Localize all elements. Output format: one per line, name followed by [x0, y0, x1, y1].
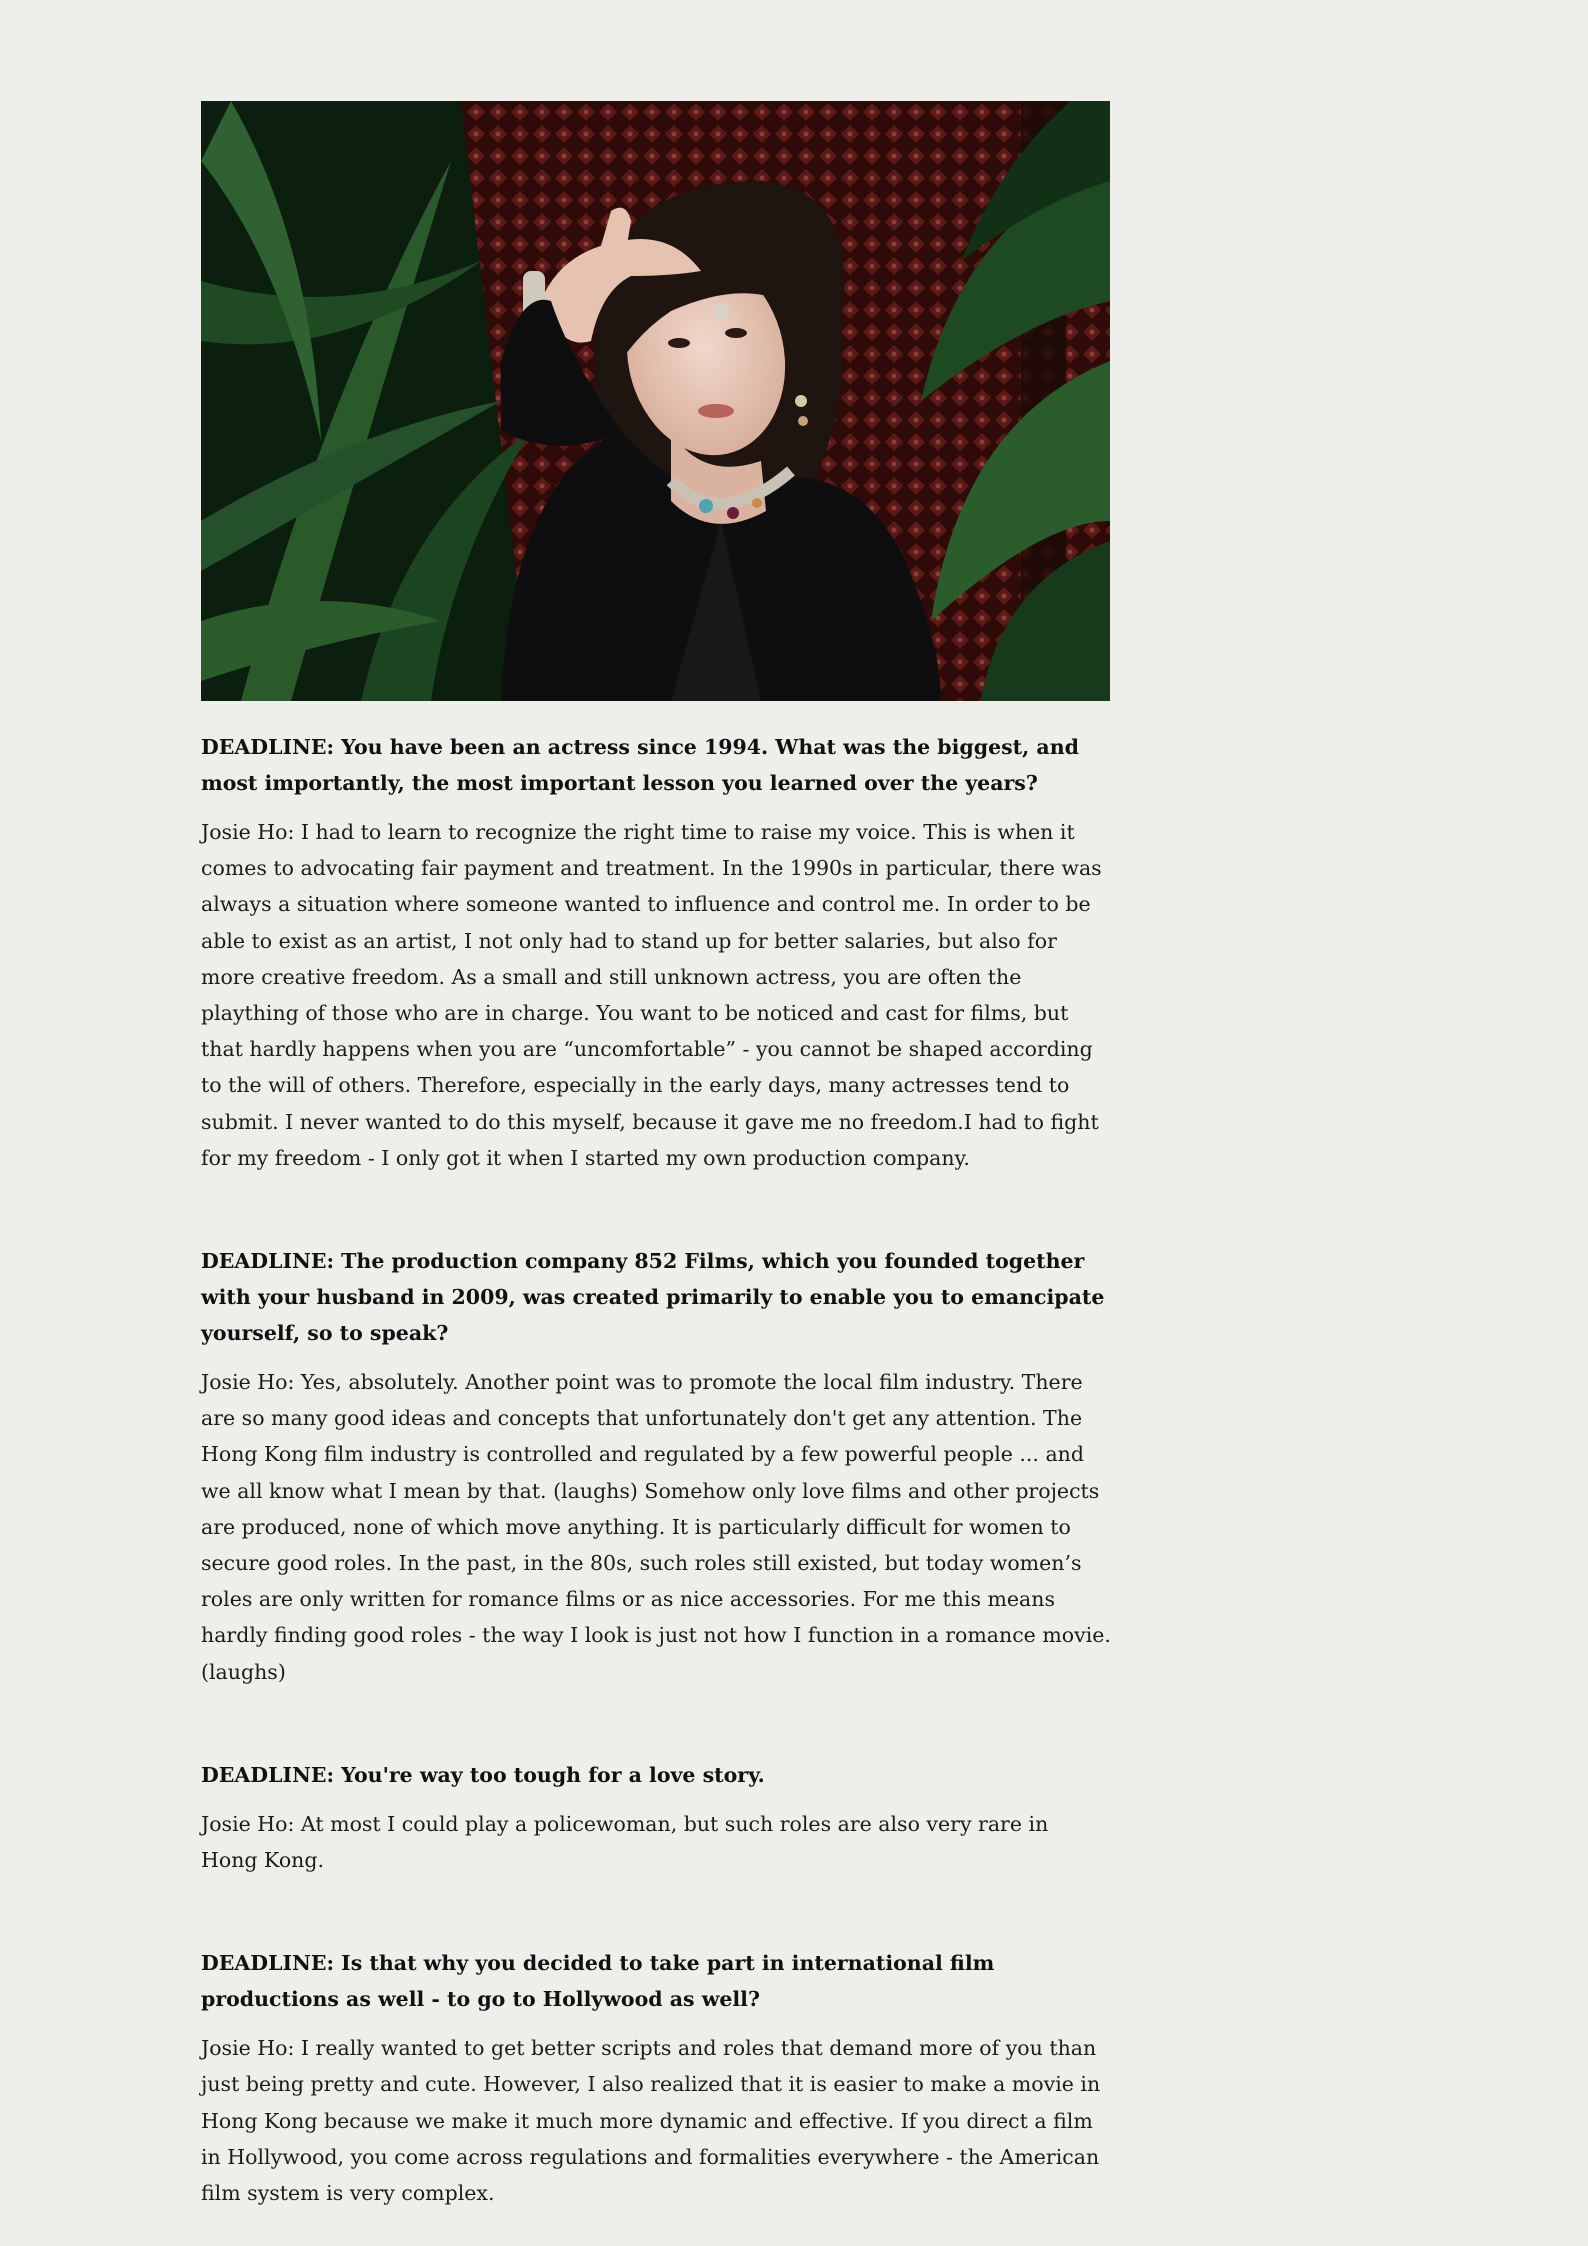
question-text: DEADLINE: You have been an actress since 1994. What was the biggest, and most importantly, the most important lesson you learned over the years?	[201, 735, 1079, 795]
interview-item-4	[201, 1945, 1111, 2211]
interview-item-1	[201, 729, 1111, 1176]
portrait-illustration	[201, 101, 1110, 701]
article	[201, 101, 1111, 2211]
interview-item-3	[201, 1757, 1111, 1878]
answer-text: Josie Ho: I had to learn to recognize the right time to raise my voice. This is when it comes to advocating fair payment and treatment. In the 1990s in particular, there was always a situation where someone wanted to influence and control me. In order to be able to exist as an artist, I not only had to stand up for better salaries, but also for more creative freedom. As a small and still unknown actress, you are often the plaything of those who are in charge. You want to be noticed and cast for films, but that hardly happens when you are “uncomfortable” - you cannot be shaped according to the will of others. Therefore, especially in the early days, many actresses tend to submit. I never wanted to do this myself, because it gave me no freedom.I had to fight for my freedom - I only got it when I started my own production company.	[201, 820, 1102, 1170]
interview-item-2	[201, 1243, 1111, 1690]
answer-text: Josie Ho: I really wanted to get better scripts and roles that demand more of you than just being pretty and cute. However, I also realized that it is easier to make a movie in Hong Kong because we make it much more dynamic and effective. If you direct a film in Hollywood, you come across regulations and formalities everywhere - the American film system is very complex.	[201, 2036, 1101, 2206]
question-text: DEADLINE: The production company 852 Films, which you founded together with your husband in 2009, was created primarily to enable you to emancipate yourself, so to speak?	[201, 1249, 1105, 1346]
answer-text: Josie Ho: Yes, absolutely. Another point was to promote the local film industry. There are so many good ideas and concepts that unfortunately don't get any attention. The Hong Kong film industry is controlled and regulated by a few powerful people ... and we all know what I mean by that. (laughs) Somehow only love films and other projects are produced, none of which move anything. It is particularly difficult for women to secure good roles. In the past, in the 80s, such roles still existed, but today women’s roles are only written for romance films or as nice accessories. For me this means hardly finding good roles - the way I look is just not how I function in a romance movie. (laughs)	[201, 1370, 1111, 1684]
question-text: DEADLINE: You're way too tough for a love story.	[201, 1762, 765, 1787]
article-photo	[201, 101, 1110, 701]
answer-text: Josie Ho: At most I could play a policewoman, but such roles are also very rare in Hong Kong.	[201, 1811, 1049, 1873]
question-text: DEADLINE: Is that why you decided to take part in international film productions as well - to go to Hollywood as well?	[201, 1951, 995, 2012]
